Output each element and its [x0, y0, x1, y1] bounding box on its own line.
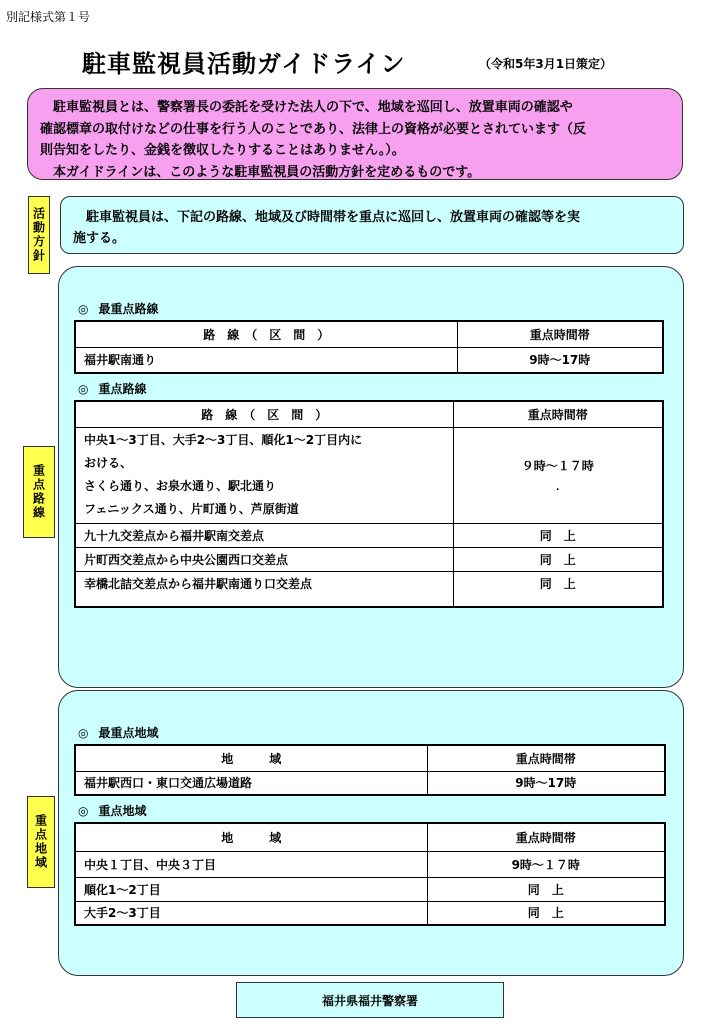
circle-mark-icon: ◎ [78, 382, 89, 396]
col-header-time: 重点時間帯 [427, 823, 665, 851]
priority-areas-heading [78, 802, 147, 819]
policy-line: 施する。 [73, 231, 126, 246]
priority-routes-table [74, 400, 664, 608]
route-time [453, 427, 663, 523]
section-title: 最重点地域 [98, 726, 159, 740]
route-name: 九十九交差点から福井駅南交差点 [75, 523, 453, 547]
circle-mark-icon: ◎ [78, 302, 89, 316]
route-time: 同 上 [453, 523, 663, 547]
route-time: 同 上 [453, 547, 663, 571]
date-note: （令和5年3月1日策定） [479, 57, 613, 71]
route-line: さくら通り、お泉水通り、駅北通り [84, 479, 277, 493]
route-time: 9時～17時 [457, 347, 663, 373]
col-header-area: 地 域 [75, 745, 427, 771]
route-line: 中央1～3丁目、大手2～3丁目、順化1～2丁目内に [84, 433, 363, 447]
area-name: 順化1～2丁目 [75, 877, 427, 901]
table-row [75, 771, 665, 795]
intro-line: 駐車監視員とは、警察署長の委託を受けた法人の下で、地域を巡回し、放置車両の確認や [40, 100, 573, 115]
top-routes-table [74, 320, 664, 374]
section-title: 重点地域 [98, 804, 147, 818]
form-number: 別記様式第１号 [6, 10, 91, 24]
col-header-time: 重点時間帯 [457, 321, 663, 347]
top-routes-heading [78, 300, 159, 317]
area-name: 大手2～3丁目 [75, 901, 427, 925]
circle-mark-icon: ◎ [78, 804, 89, 818]
table-row [75, 427, 663, 523]
col-header-time: 重点時間帯 [453, 401, 663, 427]
table-row [75, 347, 663, 373]
intro-line: 則告知をしたり、金銭を徴収したりすることはありません。）。 [40, 143, 405, 158]
dot-mark: . [556, 482, 560, 493]
table-header-row [75, 401, 663, 427]
table-header-row [75, 745, 665, 771]
intro-line: 確認標章の取付けなどの仕事を行う人のことであり、法律上の資格が必要とされています（反 [40, 121, 587, 137]
priority-areas-table [74, 822, 666, 926]
section-title: 最重点路線 [98, 302, 159, 316]
area-time: 同 上 [427, 901, 665, 925]
route-name: 片町西交差点から中央公園西口交差点 [75, 547, 453, 571]
circle-mark-icon: ◎ [78, 726, 89, 740]
table-row [75, 523, 663, 547]
table-row [75, 547, 663, 571]
table-header-row [75, 823, 665, 851]
intro-line: 本ガイドラインは、このような駐車監視員の活動方針を定めるものです。 [40, 164, 481, 180]
priority-routes-heading [78, 380, 147, 397]
area-time: 9時～１７時 [427, 851, 665, 877]
intro-box [27, 88, 683, 180]
top-areas-table [74, 744, 666, 796]
route-name: 福井駅南通り [75, 347, 457, 373]
area-time: 9時～17時 [427, 771, 665, 795]
col-header-area: 地 域 [75, 823, 427, 851]
route-line: フェニックス通り、片町通り、芦原街道 [84, 502, 299, 516]
route-time-value: ９時～１７時 [521, 458, 594, 473]
policy-line: 駐車監視員は、下記の路線、地域及び時間帯を重点に巡回し、放置車両の確認等を実 [73, 210, 581, 225]
route-name: 幸橋北詰交差点から福井駅南通り口交差点 [75, 571, 453, 607]
area-name: 福井駅西口・東口交通広場道路 [75, 771, 427, 795]
areas-label: 重点地域 [27, 796, 55, 888]
policy-box [60, 196, 684, 254]
col-header-route: 路 線 （ 区 間 ） [75, 401, 453, 427]
policy-label: 活動方針 [28, 196, 50, 274]
route-line: おける、 [84, 456, 133, 470]
routes-label: 重点路線 [23, 446, 55, 538]
table-row [75, 877, 665, 901]
top-areas-heading [78, 724, 159, 741]
table-row [75, 901, 665, 925]
page-title: 駐車監視員活動ガイドライン [82, 50, 406, 78]
table-row [75, 571, 663, 607]
area-time: 同 上 [427, 877, 665, 901]
police-station-footer: 福井県福井警察署 [236, 982, 504, 1018]
area-name: 中央１丁目、中央３丁目 [75, 851, 427, 877]
table-row [75, 851, 665, 877]
section-title: 重点路線 [98, 382, 147, 396]
route-time: 同 上 [453, 571, 663, 607]
route-name [75, 427, 453, 523]
col-header-time: 重点時間帯 [427, 745, 665, 771]
table-header-row [75, 321, 663, 347]
col-header-route: 路 線 （ 区 間 ） [75, 321, 457, 347]
